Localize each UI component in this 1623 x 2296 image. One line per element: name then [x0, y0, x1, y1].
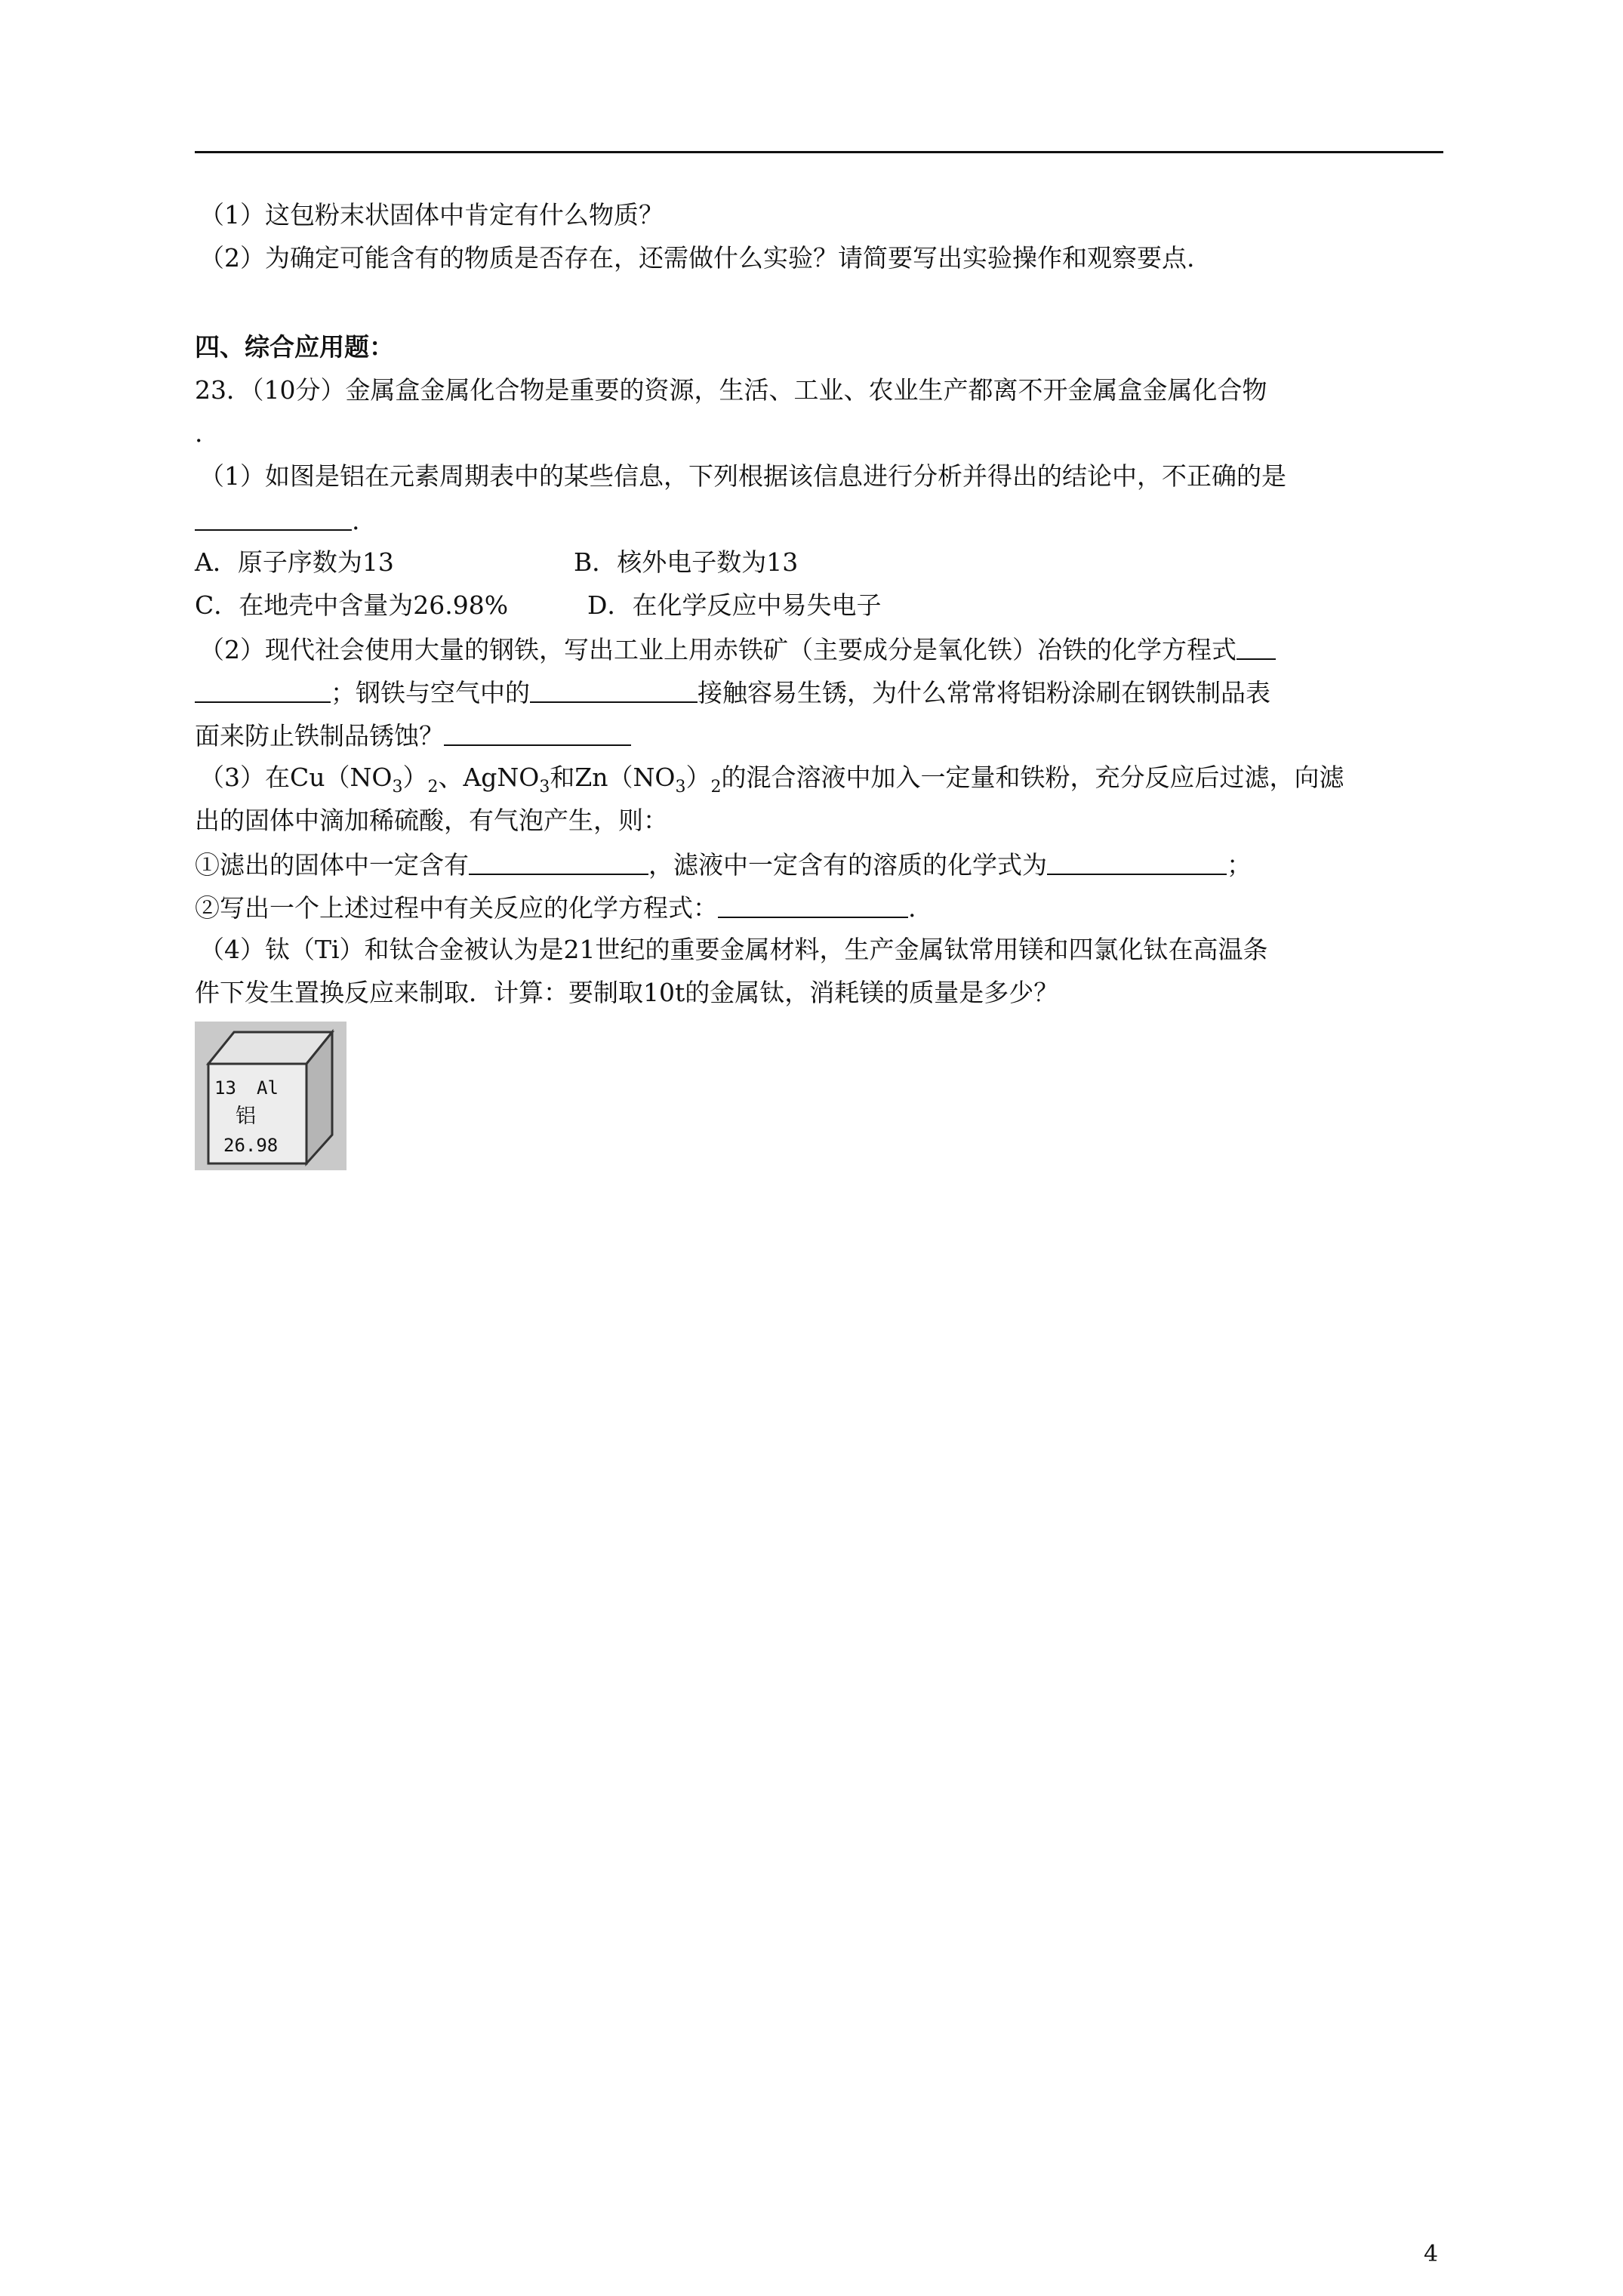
element-name-label: 铝 — [236, 1105, 256, 1128]
q23-intro: 23．（10分）金属盒金属化合物是重要的资源，生活、工业、农业生产都离不开金属盒金属化合物 — [195, 375, 1267, 405]
aluminum-element-figure — [195, 1022, 346, 1170]
answer-blank-2b[interactable] — [195, 679, 331, 703]
section-title: 四、综合应用题： — [195, 332, 394, 362]
answer-blank-2a[interactable] — [1236, 636, 1276, 660]
q23-part3-line1: （3）在$Cu(NO_3)_2$、AgNO$_3$和$Zn(NO_3)_2$的混合溶液中加入一定量和铁粉，充分反应后过滤，向滤 — [199, 763, 1344, 797]
option-a: A．原子序数为13 — [195, 547, 394, 577]
option-b: B．核外电子数为13 — [574, 547, 799, 577]
answer-blank-3[interactable] — [530, 679, 698, 703]
q23-part3-line2: 出的固体中滴加稀硫酸，有气泡产生，则： — [195, 806, 668, 835]
page-number: 4 — [1424, 2241, 1439, 2267]
answer-blank-7[interactable] — [718, 894, 908, 918]
q23-part4-line1: （4）钛（Ti）和钛合金被认为是21世纪的重要金属材料，生产金属钛常用镁和四氯化钛在高温条 — [199, 935, 1268, 964]
element-symbol-label: Al — [257, 1077, 279, 1099]
q23-part2-line2: ；钢铁与空气中的 接触容易生锈，为什么常常将铝粉涂刷在钢铁制品表 — [195, 679, 1270, 705]
q23-part2-line3: 面来防止铁制品锈蚀？ — [195, 722, 631, 748]
answer-blank-1[interactable] — [195, 507, 352, 531]
q23-part3-line3: ①滤出的固体中一定含有 ，滤液中一定含有的溶质的化学式为 ； — [195, 850, 1252, 880]
atomic-mass-label: 26.98 — [223, 1135, 279, 1156]
option-d: D．在化学反应中易失电子 — [587, 590, 882, 620]
option-c: C．在地壳中含量为26.98% — [195, 590, 509, 620]
answer-blank-5[interactable] — [469, 851, 648, 875]
header-rule — [195, 151, 1443, 153]
q23-intro-end: . — [195, 418, 203, 448]
atomic-number-label: 13 — [214, 1077, 236, 1099]
q23-part1-blank-line: . — [195, 507, 360, 533]
q23-part2-line1: （2）现代社会使用大量的钢铁，写出工业上用赤铁矿（主要成分是氧化铁）冶铁的化学方程式 — [199, 636, 1276, 662]
answer-blank-6[interactable] — [1047, 851, 1227, 875]
q23-part1-text: （1）如图是铝在元素周期表中的某些信息，下列根据该信息进行分析并得出的结论中，不正确的是 — [199, 461, 1286, 491]
q22-sub1: （1）这包粉末状固体中肯定有什么物质？ — [199, 200, 664, 230]
q22-sub2: （2）为确定可能含有的物质是否存在，还需做什么实验？请简要写出实验操作和观察要点. — [199, 243, 1195, 273]
q23-options-ab — [195, 547, 799, 577]
q23-options-cd — [195, 590, 882, 620]
q23-part4-line2: 件下发生置换反应来制取．计算：要制取10t的金属钛，消耗镁的质量是多少？ — [195, 978, 1059, 1007]
answer-blank-4[interactable] — [444, 722, 631, 746]
q23-part3-line4: ②写出一个上述过程中有关反应的化学方程式： . — [195, 893, 916, 923]
